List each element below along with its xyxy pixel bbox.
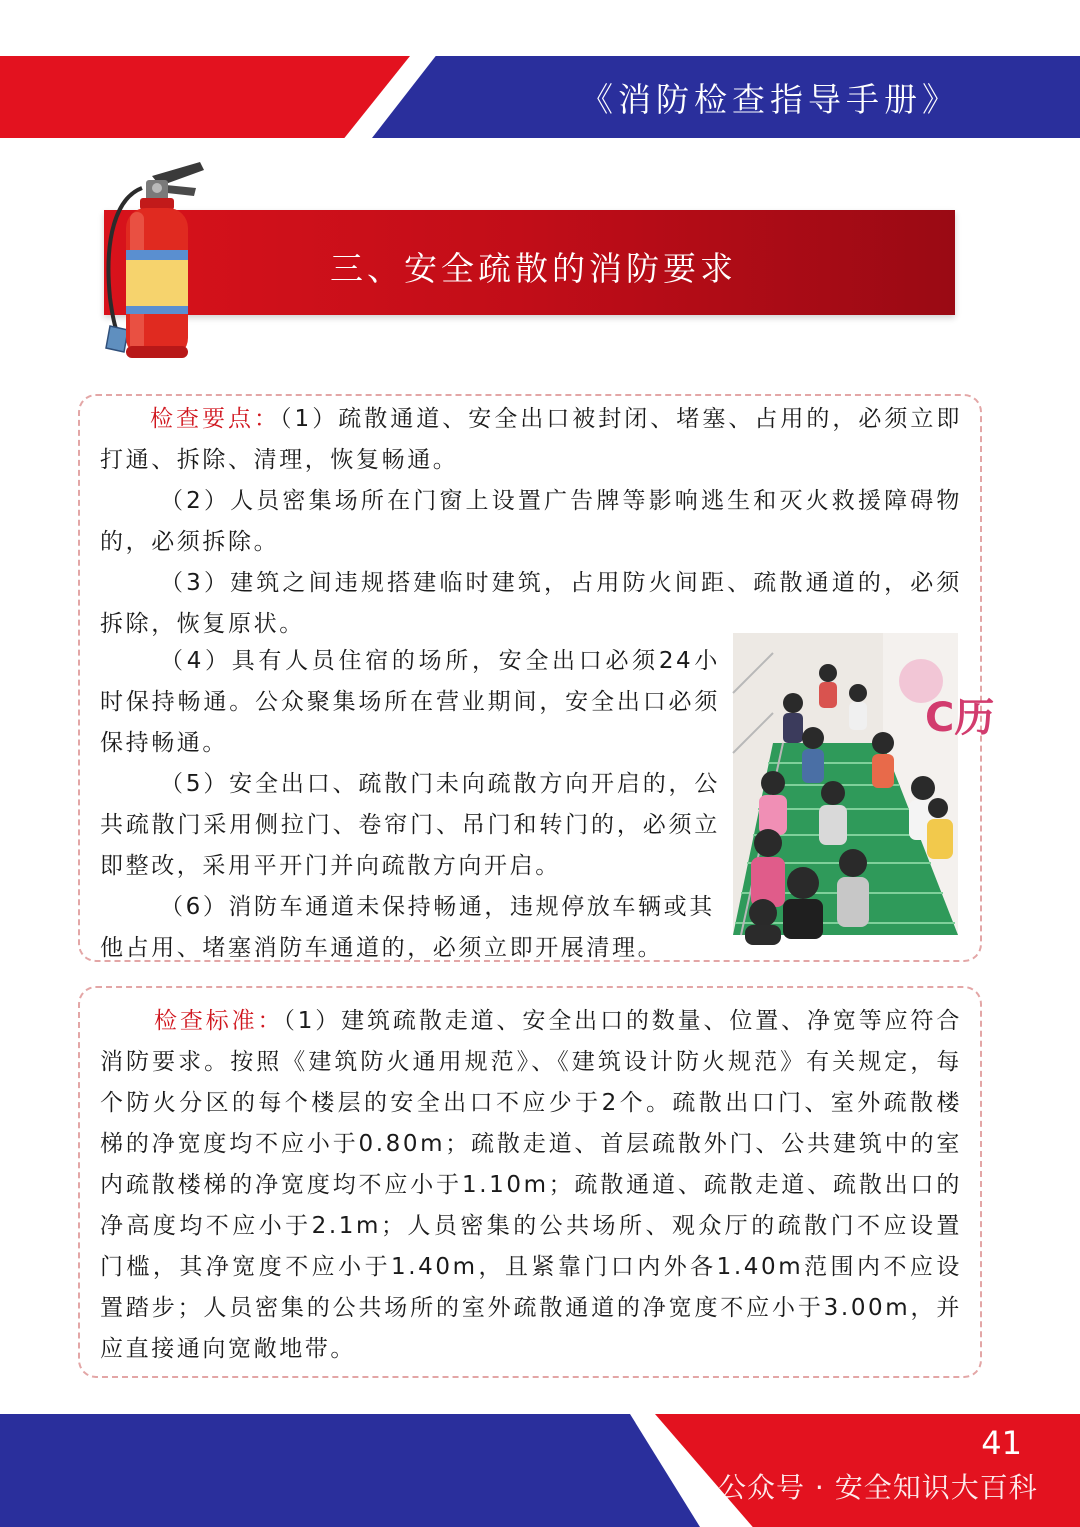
page-number: 41: [981, 1424, 1022, 1462]
inspection-points-paragraph-6-tail: 他占用、堵塞消防车通道的，必须立即开展清理。: [100, 935, 664, 961]
section-title: 三、安全疏散的消防要求: [330, 249, 737, 288]
footer-band-blue: [0, 1414, 700, 1527]
watermark: [686, 1466, 1038, 1506]
wechat-icon: [686, 1478, 712, 1500]
inspection-points-paragraph-4: （4）具有人员住宿的场所，安全出口必须24小时保持畅通。公众聚集场所在营业期间，安全出口必须保持畅通。: [100, 648, 720, 756]
inspection-points-paragraph-2: （2）人员密集场所在门窗上设置广告牌等影响逃生和灭火救援障碍物的，必须拆除。: [100, 488, 962, 555]
inspection-points-paragraph-5: （5）安全出口、疏散门未向疏散方向开启的，公共疏散门采用侧拉门、卷帘门、吊门和转门的，必须立即整改，采用平开门并向疏散方向开启。: [100, 771, 720, 879]
inspection-points-paragraph-1: 检查要点：（1）疏散通道、安全出口被封闭、堵塞、占用的，必须立即打通、拆除、清理，恢复畅通。: [100, 406, 962, 473]
inspection-points-paragraph-3: （3）建筑之间违规搭建临时建筑，占用防火间距、疏散通道的，必须拆除，恢复原状。: [100, 570, 962, 637]
evacuation-drill-photo: [733, 633, 995, 935]
fire-extinguisher-icon: [96, 158, 214, 363]
inspection-points-paragraph-6: （6）消防车通道未保持畅通，违规停放车辆或其: [160, 894, 715, 920]
inspection-points-label: 检查要点：: [150, 406, 281, 432]
inspection-standards-label: 检查标准：: [154, 1008, 284, 1034]
manual-title: 《消防检查指导手册》: [580, 80, 960, 119]
header-band-red: [0, 56, 410, 138]
watermark-text: 公众号 · 安全知识大百科: [718, 1471, 1038, 1504]
wall-sign: C历: [925, 695, 995, 741]
inspection-standards-paragraph-1: 检查标准：（1）建筑疏散走道、安全出口的数量、位置、净宽等应符合消防要求。按照《建筑防火通用规范》、《建筑设计防火规范》有关规定，每个防火分区的每个楼层的安全出口不应少于2个。疏散出口门、室外疏散楼梯的净宽度均不应小于0.80m；疏散走道、首层疏散外门、公共建筑中的室内疏散楼梯的净宽度均不应小于1.10m；疏散通道、疏散走道、疏散出口的净高度均不应小于2.1m；人员密集的公共场所、观众厅的疏散门不应设置门槛，其净宽度不应小于1.40m，且紧靠门口内外各1.40m范围内不应设置踏步；人员密集的公共场所的室外疏散通道的净宽度不应小于3.00m，并应直接通向宽敞地带。: [100, 1008, 962, 1362]
